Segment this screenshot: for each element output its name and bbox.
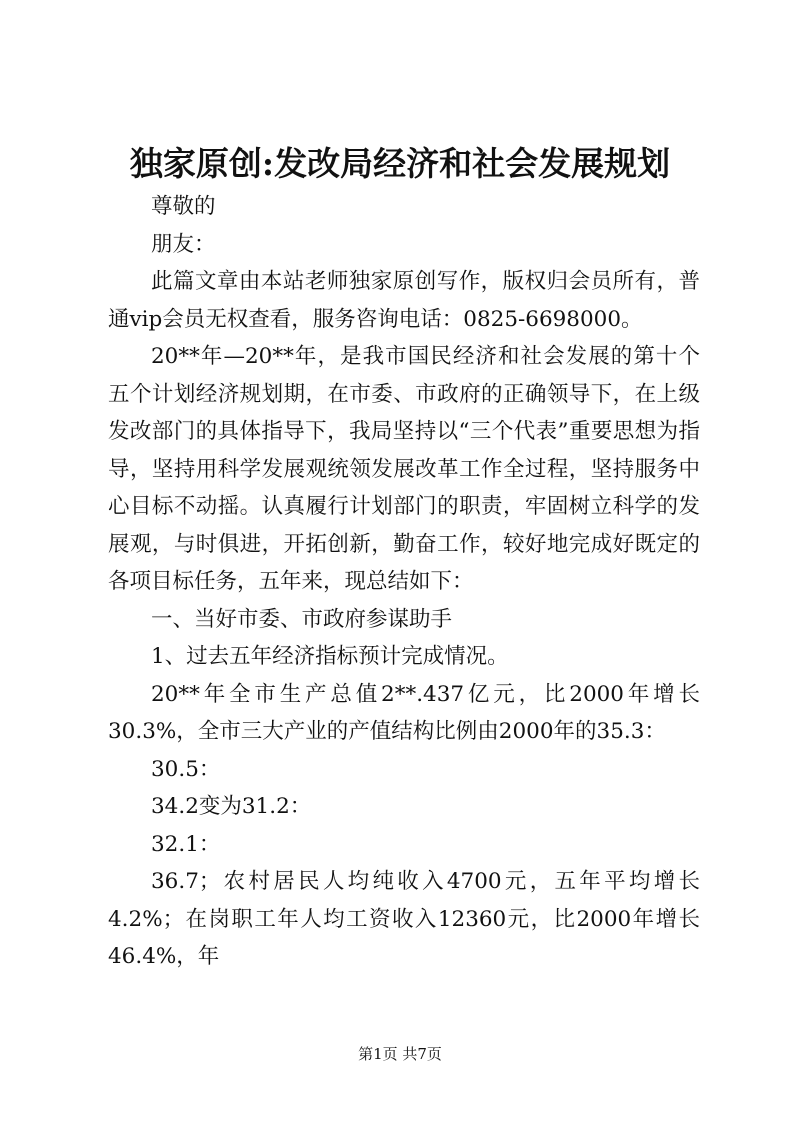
paragraph-copyright: 此篇文章由本站老师独家原创写作，版权归会员所有，普通vip会员无权查看，服务咨询电话：0825-6698000。 [108, 269, 700, 332]
paragraph-intro: 20**年—20**年，是我市国民经济和社会发展的第十个五个计划经济规划期，在市委、市政府的正确领导下，在上级发改部门的具体指导下，我局坚持以“三个代表”重要思想为指导，坚持用科学发展观统领发展改革工作全过程，坚持服务中心目标不动摇。认真履行计划部门的职责，牢固树立科学的发展观，与时俱进，开拓创新，勤奋工作，较好地完成好既定的各项目标任务，五年来，现总结如下： [108, 344, 700, 594]
paragraph-salutation: 尊敬的 [151, 194, 216, 219]
paragraph-gdp: 20**年全市生产总值2**.437亿元，比2000年增长30.3%，全市三大产业的产值结构比例由2000年的35.3： [108, 681, 700, 744]
subsection-heading: 1、过去五年经济指标预计完成情况。 [151, 644, 509, 669]
document-title: 独家原创:发改局经济和社会发展规划 [129, 144, 671, 183]
paragraph-ratio-2: 34.2变为31.2： [151, 794, 312, 819]
paragraph-ratio-3: 32.1： [151, 831, 221, 857]
section-heading: 一、当好市委、市政府参谋助手 [151, 606, 453, 632]
paragraph-ratio-1: 30.5： [151, 756, 221, 782]
paragraph-salutation-2: 朋友： [151, 231, 216, 257]
page-footer: 第1页 共7页 [358, 1045, 442, 1063]
document-body [108, 188, 700, 976]
paragraph-income: 36.7；农村居民人均纯收入4700元，五年平均增长4.2%；在岗职工年人均工资收入12360元，比2000年增长46.4%，年 [108, 869, 700, 969]
